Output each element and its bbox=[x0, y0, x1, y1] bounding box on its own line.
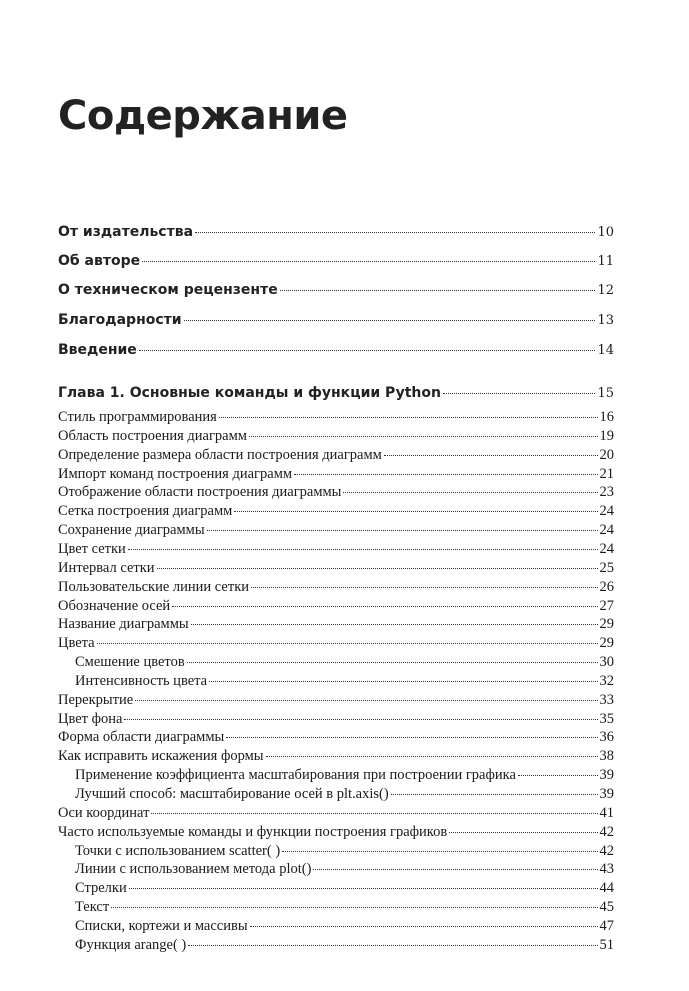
toc-entry-page-number: 51 bbox=[599, 937, 614, 953]
toc-entry[interactable] bbox=[58, 880, 614, 897]
toc-entry-page-number: 36 bbox=[599, 729, 614, 745]
toc-entry[interactable] bbox=[58, 522, 614, 539]
toc-entry-title: Функция arange( ) bbox=[75, 937, 187, 953]
toc-entry-title: Название диаграммы bbox=[58, 616, 189, 632]
toc-entry-title: Цвета bbox=[58, 635, 95, 651]
dot-leader bbox=[251, 587, 598, 588]
dot-leader bbox=[129, 888, 598, 889]
toc-entry-title: Линии с использованием метода plot() bbox=[75, 861, 312, 877]
dot-leader bbox=[282, 851, 597, 852]
toc-entry-title: Как исправить искажения формы bbox=[58, 748, 264, 764]
dot-leader bbox=[294, 474, 597, 475]
toc-entry[interactable] bbox=[58, 282, 614, 298]
dot-leader bbox=[188, 945, 597, 946]
toc-entry-page-number: 30 bbox=[599, 654, 614, 670]
toc-entry[interactable] bbox=[58, 729, 614, 746]
dot-leader bbox=[187, 662, 598, 663]
toc-entry-page-number: 39 bbox=[599, 767, 614, 783]
toc-entry-title: Точки с использованием scatter( ) bbox=[75, 843, 281, 859]
toc-entry-title: Импорт команд построения диаграмм bbox=[58, 466, 293, 482]
toc-entry-page-number: 42 bbox=[599, 824, 614, 840]
toc-entry-page-number: 24 bbox=[599, 503, 614, 519]
toc-entry[interactable] bbox=[58, 342, 614, 358]
toc-entry-title: От издательства bbox=[58, 224, 194, 240]
toc-entry-page-number: 44 bbox=[599, 880, 614, 896]
dot-leader bbox=[172, 606, 597, 607]
toc-entry-page-number: 19 bbox=[599, 428, 614, 444]
toc-entry-page-number: 21 bbox=[599, 466, 614, 482]
toc-entry-title: Текст bbox=[75, 899, 110, 915]
dot-leader bbox=[443, 393, 596, 394]
dot-leader bbox=[195, 232, 595, 233]
toc-entry-page-number: 23 bbox=[599, 484, 614, 500]
dot-leader bbox=[135, 700, 597, 701]
toc-entry-page-number: 20 bbox=[599, 447, 614, 463]
dot-leader bbox=[207, 530, 598, 531]
toc-entry-title: Применение коэффициента масштабирования при построении графика bbox=[75, 767, 516, 783]
toc-entry-page-number: 32 bbox=[599, 673, 614, 689]
toc-entry-page-number: 15 bbox=[597, 386, 614, 401]
dot-leader bbox=[266, 756, 598, 757]
toc-entry[interactable] bbox=[58, 616, 614, 633]
toc-entry[interactable] bbox=[58, 843, 614, 860]
toc-entry-title: Цвет сетки bbox=[58, 541, 126, 557]
toc-entry-title: Смешение цветов bbox=[75, 654, 185, 670]
toc-entry-title: Интервал сетки bbox=[58, 560, 155, 576]
toc-entry[interactable] bbox=[58, 899, 614, 916]
dot-leader bbox=[391, 794, 598, 795]
toc-entry-page-number: 38 bbox=[599, 748, 614, 764]
dot-leader bbox=[191, 624, 598, 625]
toc-entry-title: Стрелки bbox=[75, 880, 127, 896]
dot-leader bbox=[343, 492, 597, 493]
toc-entry-title: Часто используемые команды и функции построения графиков bbox=[58, 824, 448, 840]
toc-entry-title: Сохранение диаграммы bbox=[58, 522, 205, 538]
toc-entry[interactable] bbox=[58, 253, 614, 269]
toc-entry-title: Обозначение осей bbox=[58, 598, 171, 614]
dot-leader bbox=[313, 869, 597, 870]
dot-leader bbox=[151, 813, 597, 814]
toc-entry[interactable] bbox=[58, 861, 614, 878]
toc-entry[interactable] bbox=[58, 824, 614, 841]
toc-entry[interactable] bbox=[58, 466, 614, 483]
dot-leader bbox=[449, 832, 597, 833]
dot-leader bbox=[249, 436, 598, 437]
toc-entry-title: Пользовательские линии сетки bbox=[58, 579, 249, 595]
toc-entry-title: Определение размера области построения диаграмм bbox=[58, 447, 382, 463]
toc-entry-page-number: 43 bbox=[599, 861, 614, 877]
toc-entry-title: Форма области диаграммы bbox=[58, 729, 225, 745]
toc-entry[interactable] bbox=[58, 541, 614, 558]
toc-entry[interactable] bbox=[58, 409, 614, 426]
dot-leader bbox=[142, 261, 595, 262]
toc-entry-page-number: 29 bbox=[599, 616, 614, 632]
toc-entry[interactable] bbox=[58, 484, 614, 501]
toc-entry-page-number: 33 bbox=[599, 692, 614, 708]
toc-entry-page-number: 14 bbox=[597, 343, 614, 358]
dot-leader bbox=[97, 643, 598, 644]
toc-entry[interactable] bbox=[58, 312, 614, 328]
toc-entry[interactable] bbox=[58, 918, 614, 935]
toc-entry-page-number: 25 bbox=[599, 560, 614, 576]
toc-entry-page-number: 24 bbox=[599, 522, 614, 538]
dot-leader bbox=[184, 320, 596, 321]
toc-entry-title: Область построения диаграмм bbox=[58, 428, 247, 444]
toc-entry-title: О техническом рецензенте bbox=[58, 282, 278, 298]
toc-entry[interactable] bbox=[58, 224, 614, 240]
toc-entry-page-number: 11 bbox=[597, 254, 614, 269]
toc-entry[interactable] bbox=[58, 428, 614, 445]
toc-entry-title: Введение bbox=[58, 342, 137, 358]
toc-entry-title: Отображение области построения диаграммы bbox=[58, 484, 342, 500]
toc-entry[interactable] bbox=[58, 767, 614, 784]
toc-entry-page-number: 24 bbox=[599, 541, 614, 557]
toc-entry-page-number: 39 bbox=[599, 786, 614, 802]
toc-entry-title: Перекрытие bbox=[58, 692, 134, 708]
dot-leader bbox=[518, 775, 598, 776]
toc-entry-title: Благодарности bbox=[58, 312, 182, 328]
dot-leader bbox=[124, 719, 597, 720]
dot-leader bbox=[157, 568, 598, 569]
toc-entry-page-number: 27 bbox=[599, 598, 614, 614]
dot-leader bbox=[226, 737, 597, 738]
toc-entry[interactable] bbox=[58, 579, 614, 596]
toc-entry-page-number: 45 bbox=[599, 899, 614, 915]
toc-entry-title: Списки, кортежи и массивы bbox=[75, 918, 248, 934]
dot-leader bbox=[250, 926, 598, 927]
toc-entry[interactable] bbox=[58, 673, 614, 690]
toc-entry[interactable] bbox=[58, 598, 614, 615]
dot-leader bbox=[111, 907, 597, 908]
toc-entry[interactable] bbox=[58, 937, 614, 954]
toc-entry[interactable] bbox=[58, 711, 614, 728]
dot-leader bbox=[219, 417, 598, 418]
toc-entry-title: Лучший способ: масштабирование осей в plt.axis() bbox=[75, 786, 389, 802]
toc-entry-page-number: 12 bbox=[597, 283, 614, 298]
toc-entry-page-number: 26 bbox=[599, 579, 614, 595]
dot-leader bbox=[209, 681, 597, 682]
toc-entry-title: Сетка построения диаграмм bbox=[58, 503, 233, 519]
toc-entry[interactable] bbox=[58, 635, 614, 652]
toc-entry-title: Глава 1. Основные команды и функции Python bbox=[58, 385, 441, 401]
dot-leader bbox=[128, 549, 598, 550]
toc-entry-title: Цвет фона bbox=[58, 711, 123, 727]
toc-entry-page-number: 10 bbox=[597, 225, 614, 240]
toc-entry[interactable] bbox=[58, 447, 614, 464]
toc-entry[interactable] bbox=[58, 560, 614, 577]
toc-entry[interactable] bbox=[58, 385, 614, 401]
dot-leader bbox=[139, 350, 596, 351]
toc-entry-page-number: 35 bbox=[599, 711, 614, 727]
toc-entry-page-number: 42 bbox=[599, 843, 614, 859]
toc-entry-page-number: 16 bbox=[599, 409, 614, 425]
dot-leader bbox=[384, 455, 598, 456]
toc-entry-title: Оси координат bbox=[58, 805, 150, 821]
page-title: Содержание bbox=[58, 93, 348, 139]
toc-entry-page-number: 13 bbox=[597, 313, 614, 328]
dot-leader bbox=[280, 290, 596, 291]
toc-entry-title: Об авторе bbox=[58, 253, 141, 269]
toc-entry-title: Интенсивность цвета bbox=[75, 673, 208, 689]
toc-entry[interactable] bbox=[58, 786, 614, 803]
toc-entry-page-number: 29 bbox=[599, 635, 614, 651]
dot-leader bbox=[234, 511, 597, 512]
toc-entry[interactable] bbox=[58, 748, 614, 765]
toc-entry[interactable] bbox=[58, 805, 614, 822]
toc-entry-title: Стиль программирования bbox=[58, 409, 217, 425]
toc-entry[interactable] bbox=[58, 503, 614, 520]
toc-entry-page-number: 41 bbox=[599, 805, 614, 821]
toc-entry-page-number: 47 bbox=[599, 918, 614, 934]
toc-entry[interactable] bbox=[58, 654, 614, 671]
toc-entry[interactable] bbox=[58, 692, 614, 709]
